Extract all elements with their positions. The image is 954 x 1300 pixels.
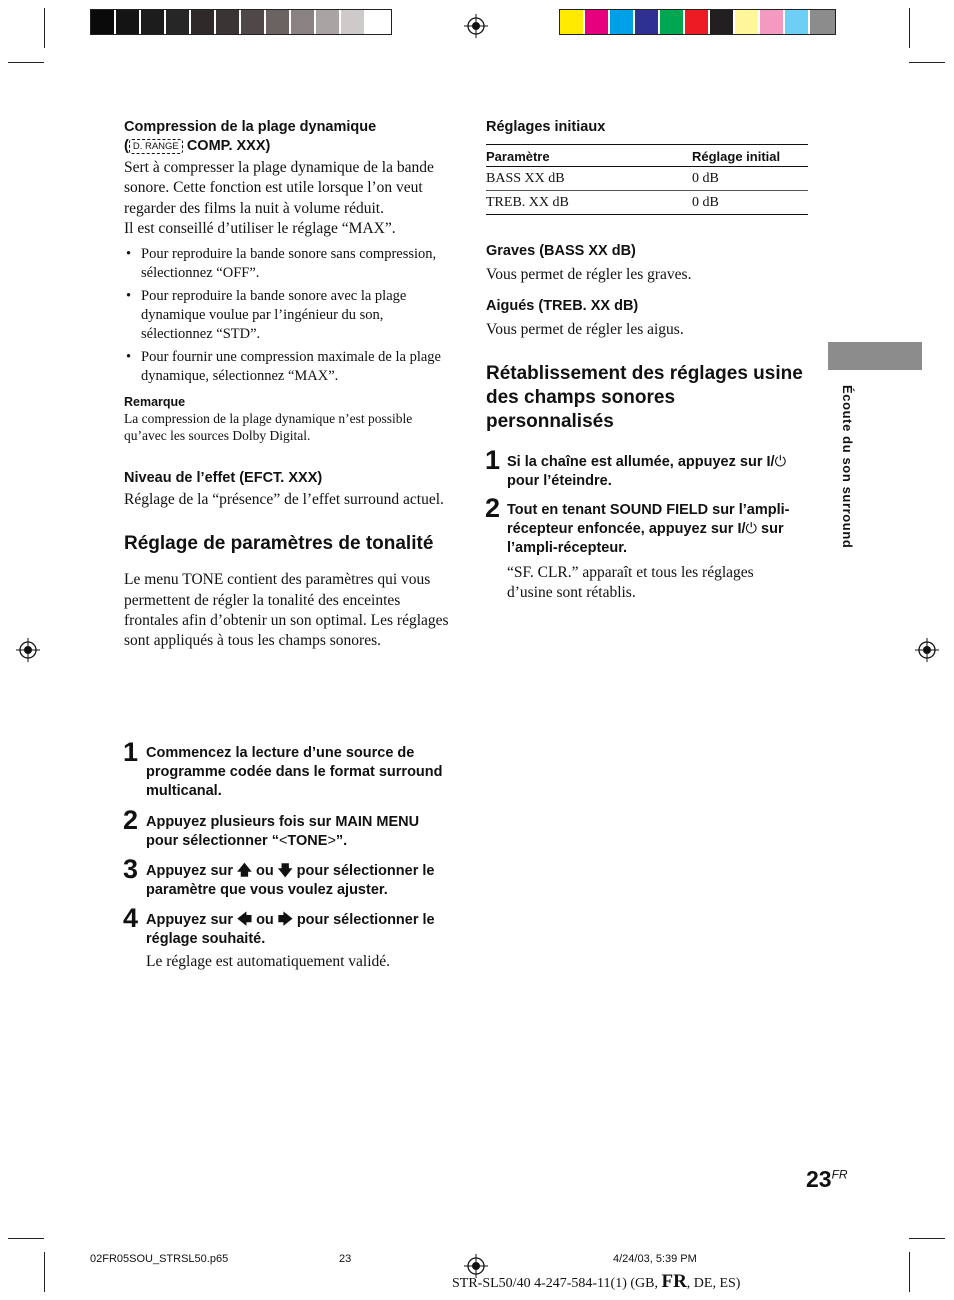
table-cell: TREB. XX dB bbox=[486, 191, 692, 215]
bass-body: Vous permet de régler les graves. bbox=[486, 266, 692, 283]
footer-file: 02FR05SOU_STRSL50.p65 bbox=[90, 1253, 229, 1265]
color-swatch bbox=[291, 10, 316, 34]
list-item: • Pour reproduire la bande sonore sans compression, sélectionnez “OFF”. bbox=[124, 245, 450, 283]
list-item: • Pour reproduire la bande sonore avec la plage dynamique voulue par l’ingénieur du son, sélectionnez “STD”. bbox=[124, 287, 450, 344]
left-column bbox=[124, 118, 450, 652]
step-number: 3 bbox=[123, 854, 139, 884]
color-swatch bbox=[735, 10, 760, 34]
section-side-label: Écoute du son surround bbox=[840, 385, 855, 549]
tone-heading: Réglage de paramètres de tonalité bbox=[124, 533, 434, 555]
step-2-text: Appuyez plusieurs fois sur MAIN MENU pour sélectionner “<TONE>”. bbox=[146, 814, 420, 849]
crop-mark bbox=[44, 1252, 45, 1292]
comp-body: Sert à compresser la plage dynamique de la bande sonore. Cette fonction est utile lorsque l’on veut regarder des films la nuit à volume réduit. bbox=[124, 159, 434, 217]
reset-step-1-text: Si la chaîne est allumée, appuyez sur I/⏻ pour l’éteindre. bbox=[507, 454, 787, 489]
color-swatch bbox=[241, 10, 266, 34]
color-swatch bbox=[760, 10, 785, 34]
registration-target-icon bbox=[915, 638, 939, 662]
arrow-left-icon: 🡄 bbox=[237, 912, 253, 928]
color-swatch bbox=[316, 10, 341, 34]
power-icon: ⏻ bbox=[774, 454, 787, 470]
table-row bbox=[486, 191, 808, 215]
color-swatch bbox=[660, 10, 685, 34]
color-swatch bbox=[91, 10, 116, 34]
registration-target-icon bbox=[464, 14, 488, 38]
init-heading: Réglages initiaux bbox=[486, 119, 606, 135]
color-swatch bbox=[785, 10, 810, 34]
crop-mark bbox=[8, 1238, 44, 1239]
color-swatch bbox=[810, 10, 835, 34]
color-swatch bbox=[141, 10, 166, 34]
step-number: 1 bbox=[485, 445, 501, 475]
initial-settings-table bbox=[486, 144, 808, 215]
footer-model: STR-SL50/40 4-247-584-11(1) (GB, FR, DE, ES) bbox=[452, 1271, 741, 1292]
step-number: 1 bbox=[123, 737, 139, 767]
color-swatch bbox=[366, 10, 391, 34]
step-1-text: Commencez la lecture d’une source de programme codée dans le format surround multicanal. bbox=[146, 745, 443, 799]
crop-mark bbox=[909, 1238, 945, 1239]
effect-body: Réglage de la “présence” de l’effet surround actuel. bbox=[124, 491, 444, 509]
color-swatch bbox=[216, 10, 241, 34]
color-swatch bbox=[710, 10, 735, 34]
d-range-badge: D. RANGE bbox=[129, 139, 183, 154]
right-column bbox=[486, 118, 808, 434]
step-3-text: Appuyez sur 🡅 ou 🡇 pour sélectionner le paramètre que vous voulez ajuster. bbox=[146, 863, 435, 898]
bass-heading: Graves (BASS XX dB) bbox=[486, 243, 636, 259]
arrow-up-icon: 🡅 bbox=[237, 863, 252, 879]
color-swatch bbox=[341, 10, 366, 34]
table-cell: BASS XX dB bbox=[486, 167, 692, 191]
table-row bbox=[486, 167, 808, 191]
registration-target-icon bbox=[16, 638, 40, 662]
comp-options-list bbox=[124, 245, 450, 386]
grayscale-bar bbox=[90, 9, 392, 35]
treb-heading: Aigués (TREB. XX dB) bbox=[486, 298, 639, 315]
color-swatch bbox=[166, 10, 191, 34]
reset-step-2-text: Tout en tenant SOUND FIELD sur l’ampli-récepteur enfoncée, appuyez sur I/⏻ sur l’ampli-récepteur. bbox=[507, 502, 790, 556]
arrow-down-icon: 🡇 bbox=[277, 863, 293, 879]
list-item: • Pour fournir une compression maximale de la plage dynamique, sélectionnez “MAX”. bbox=[124, 348, 450, 386]
table-cell: 0 dB bbox=[692, 191, 808, 215]
color-swatch bbox=[116, 10, 141, 34]
crop-mark bbox=[909, 1252, 910, 1292]
footer-date: 4/24/03, 5:39 PM bbox=[613, 1253, 697, 1265]
crop-mark bbox=[44, 8, 45, 48]
crop-mark bbox=[909, 62, 945, 63]
arrow-right-icon: 🡆 bbox=[277, 912, 293, 928]
table-header: Paramètre bbox=[486, 145, 692, 167]
color-swatch bbox=[266, 10, 291, 34]
color-swatch bbox=[560, 10, 585, 34]
step-4-text: Appuyez sur 🡄 ou 🡆 pour sélectionner le réglage souhaité. bbox=[146, 912, 435, 947]
step-number: 2 bbox=[485, 493, 501, 523]
effect-heading: Niveau de l’effet (EFCT. XXX) bbox=[124, 470, 323, 487]
table-header: Réglage initial bbox=[692, 145, 808, 167]
color-swatch bbox=[191, 10, 216, 34]
table-cell: 0 dB bbox=[692, 167, 808, 191]
reset-heading: Rétablissement des réglages usine des champs sonores personnalisés bbox=[486, 362, 803, 432]
note-body: La compression de la plage dynamique n’est possible qu’avec les sources Dolby Digital. bbox=[124, 411, 413, 444]
step-number: 2 bbox=[123, 805, 139, 835]
footer-page: 23 bbox=[339, 1253, 352, 1265]
page-number: $23^{FR}$ bbox=[806, 1166, 848, 1192]
color-swatch bbox=[585, 10, 610, 34]
section-side-tab bbox=[828, 342, 922, 370]
step-4-sub: Le réglage est automatiquement validé. bbox=[146, 953, 391, 970]
comp-body-2: Il est conseillé d’utiliser le réglage “MAX”. bbox=[124, 219, 396, 237]
color-swatch bbox=[635, 10, 660, 34]
color-swatch bbox=[610, 10, 635, 34]
color-bar bbox=[559, 9, 836, 35]
table-header-row bbox=[486, 145, 808, 167]
crop-mark bbox=[8, 62, 44, 63]
power-icon: ⏻ bbox=[745, 521, 758, 537]
step-number: 4 bbox=[123, 903, 139, 933]
treb-body: Vous permet de régler les aigus. bbox=[486, 321, 684, 339]
color-swatch bbox=[685, 10, 710, 34]
reset-step-2-sub: “SF. CLR.” apparaît et tous les réglages d’usine sont rétablis. bbox=[507, 564, 754, 602]
tone-body: Le menu TONE contient des paramètres qui vous permettent de régler la tonalité des enceintes frontales afin d’obtenir un son optimal. Les réglages sont appliqués à tous les champs sonores. bbox=[124, 571, 449, 650]
crop-mark bbox=[909, 8, 910, 48]
comp-heading: Compression de la plage dynamique ( D. RANGE COMP. XXX) bbox=[124, 119, 377, 154]
note-heading: Remarque bbox=[124, 395, 186, 410]
